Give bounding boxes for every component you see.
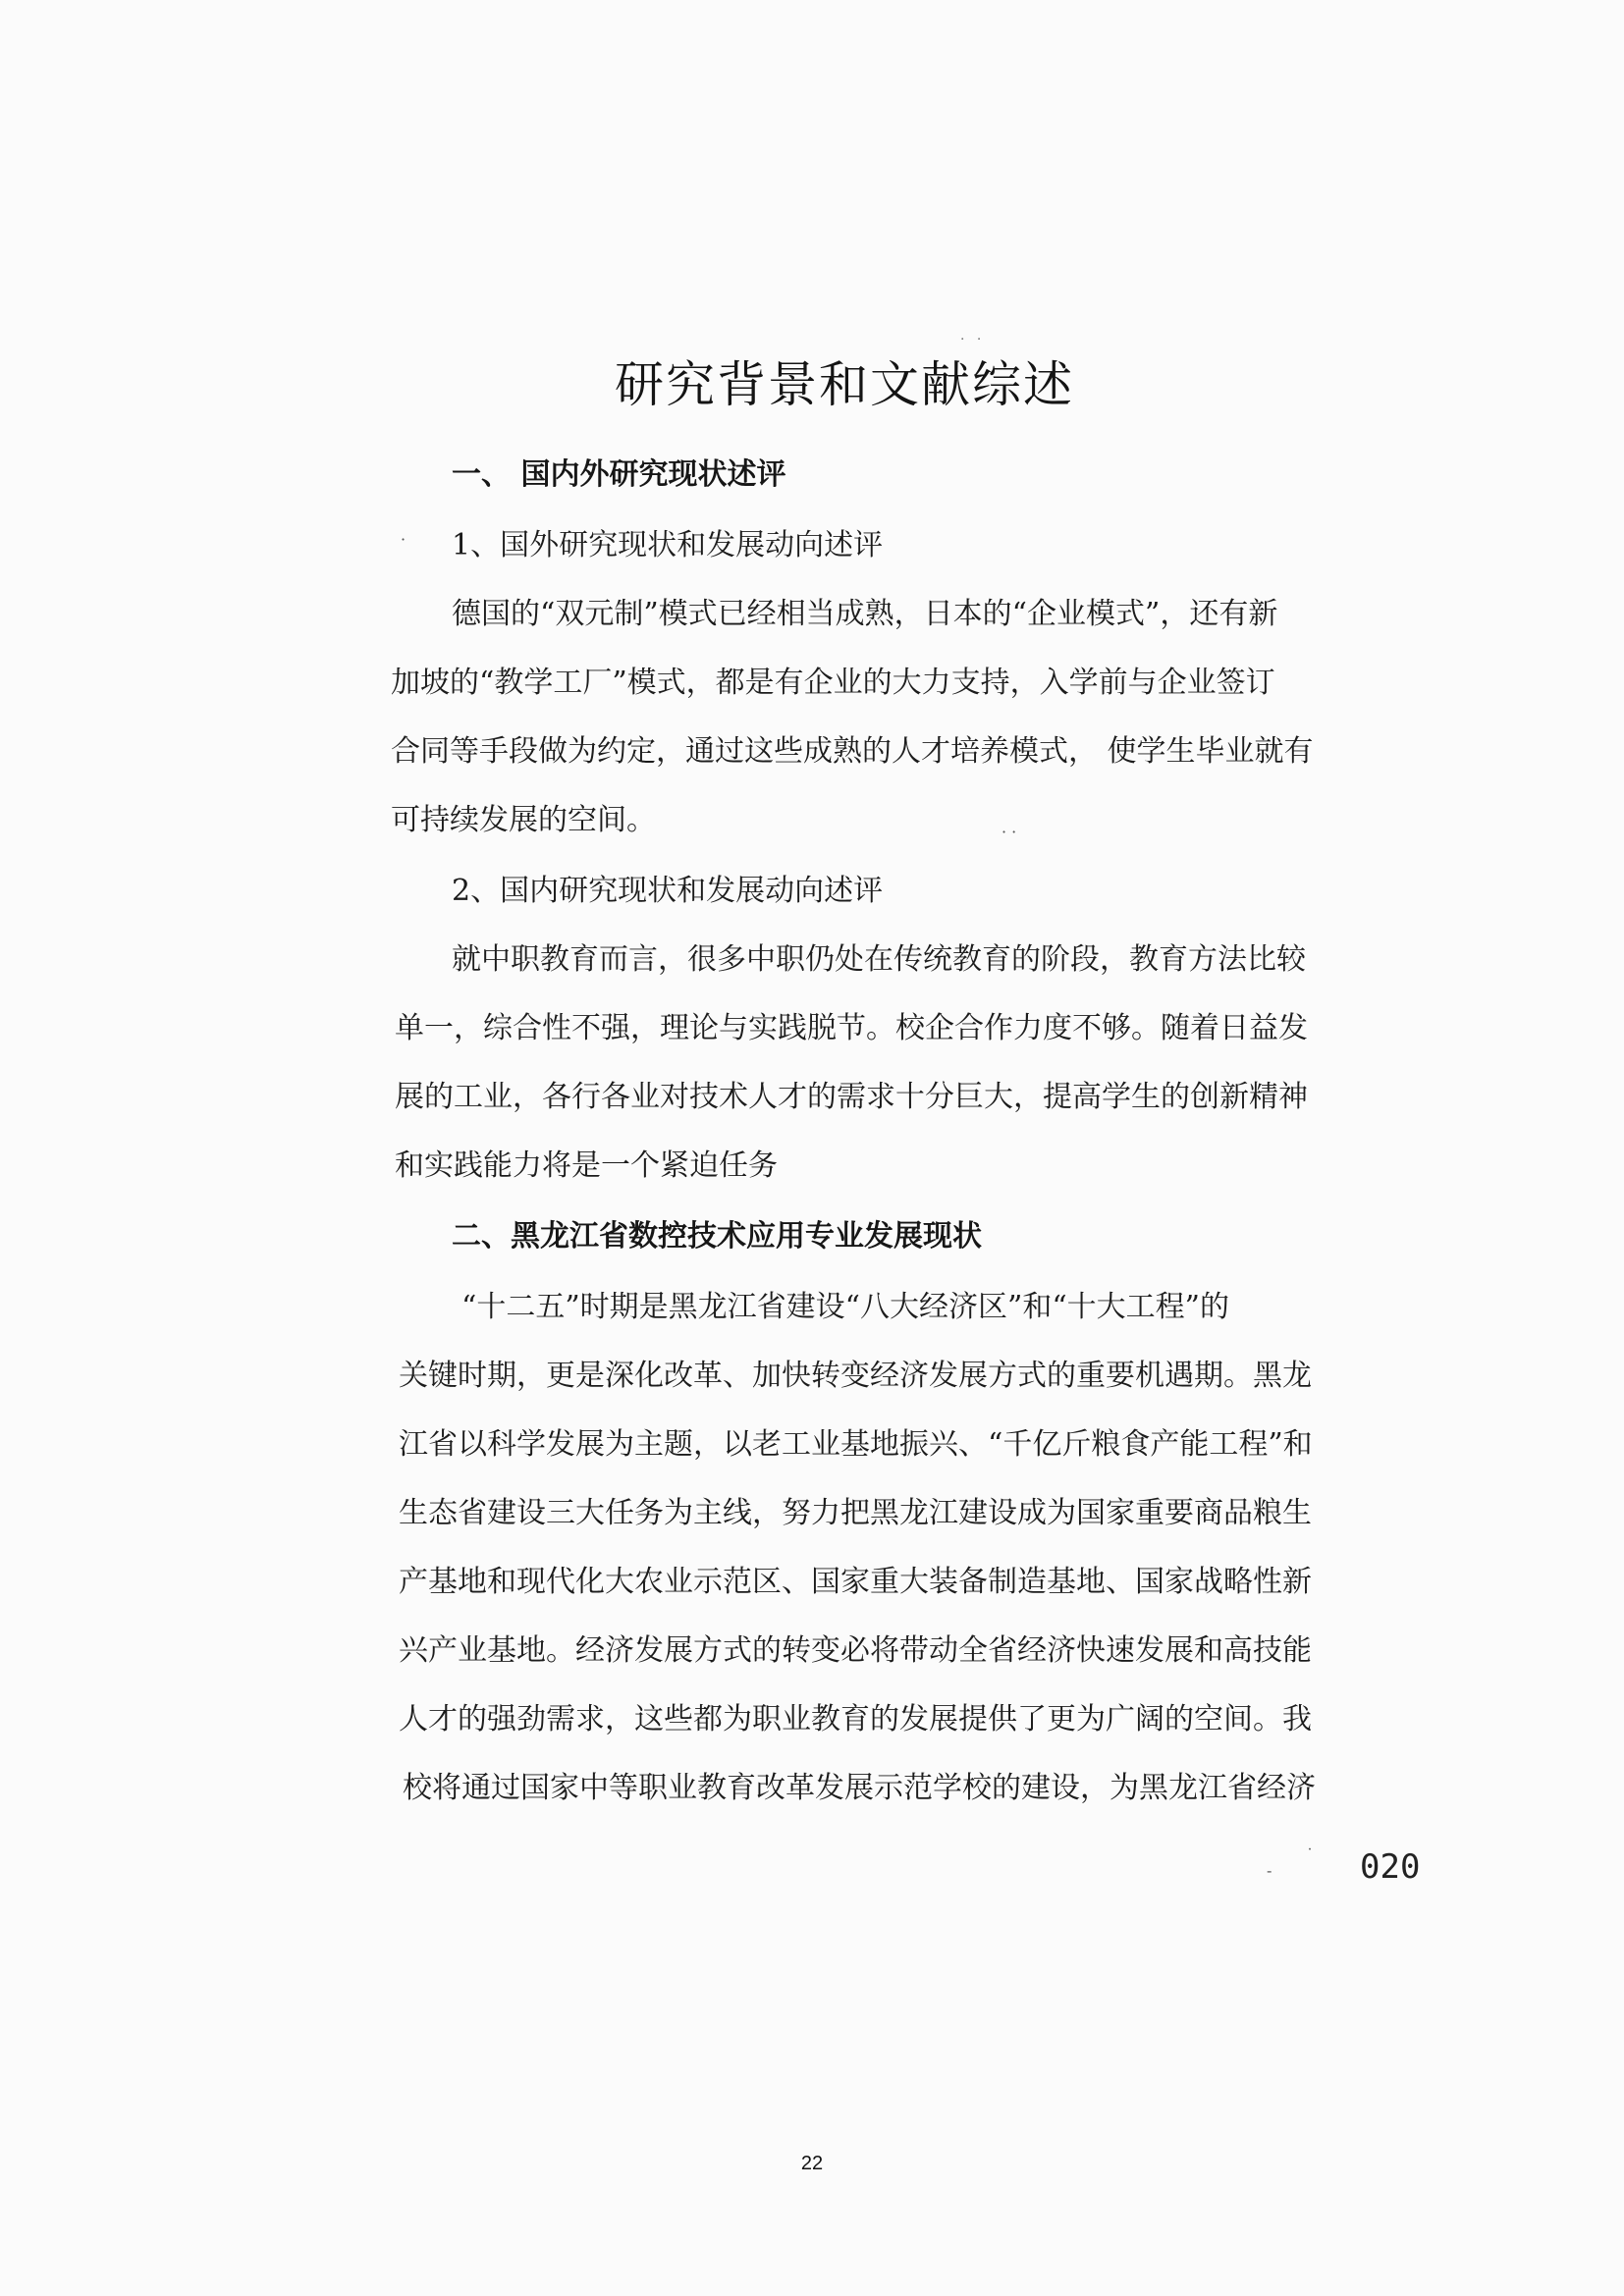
section-1-heading: 一、 国内外研究现状述评 xyxy=(452,457,786,492)
paragraph-line: 就中职教育而言，很多中职仍处在传统教育的阶段，教育方法比较 xyxy=(452,942,1306,977)
paragraph-line: 江省以科学发展为主题，以老工业基地振兴、“千亿斤粮食产能工程”和 xyxy=(399,1427,1313,1462)
paragraph-line: 校将通过国家中等职业教育改革发展示范学校的建设，为黑龙江省经济 xyxy=(403,1771,1316,1805)
paragraph-line: 兴产业基地。经济发展方式的转变必将带动全省经济快速发展和高技能 xyxy=(399,1633,1312,1668)
subsection-2-heading: 2、国内研究现状和发展动向述评 xyxy=(452,874,884,908)
paragraph-line: “十二五”时期是黑龙江省建设“八大经济区”和“十大工程”的 xyxy=(461,1290,1230,1324)
paragraph-line: 加坡的“教学工厂”模式，都是有企业的大力支持，入学前与企业签订 xyxy=(391,666,1275,700)
scan-page-number: 020 xyxy=(1360,1847,1421,1887)
paragraph-line: 单一，综合性不强，理论与实践脱节。校企合作力度不够。随着日益发 xyxy=(395,1011,1308,1045)
document-title: 研究背景和文献综述 xyxy=(615,356,1074,413)
paragraph-line: 和实践能力将是一个紧迫任务 xyxy=(395,1148,778,1183)
paragraph-line: 关键时期，更是深化改革、加快转变经济发展方式的重要机遇期。黑龙 xyxy=(399,1359,1312,1393)
page-number: 22 xyxy=(800,2153,824,2174)
scan-speck: · · xyxy=(960,332,986,347)
subsection-1-heading: 1、国外研究现状和发展动向述评 xyxy=(452,528,884,562)
paragraph-line: 人才的强劲需求，这些都为职业教育的发展提供了更为广阔的空间。我 xyxy=(399,1702,1312,1736)
paragraph-line: 合同等手段做为约定，通过这些成熟的人才培养模式， 使学生毕业就有 xyxy=(391,734,1314,769)
paragraph-line: 德国的“双元制”模式已经相当成熟，日本的“企业模式”，还有新 xyxy=(452,597,1278,631)
paragraph-line: 生态省建设三大任务为主线，努力把黑龙江建设成为国家重要商品粮生 xyxy=(399,1496,1312,1530)
scan-speck: - xyxy=(1267,1861,1272,1880)
paragraph-line: 产基地和现代化大农业示范区、国家重大装备制造基地、国家战略性新 xyxy=(399,1565,1312,1599)
scan-speck: · xyxy=(401,530,406,549)
scan-speck: ˙ xyxy=(1306,1845,1314,1864)
paragraph-line: 展的工业，各行各业对技术人才的需求十分巨大，提高学生的创新精神 xyxy=(395,1080,1308,1114)
paragraph-line: 可持续发展的空间。 xyxy=(391,803,656,837)
scan-speck: · · xyxy=(1001,823,1017,841)
section-2-heading: 二、黑龙江省数控技术应用专业发展现状 xyxy=(452,1219,982,1254)
